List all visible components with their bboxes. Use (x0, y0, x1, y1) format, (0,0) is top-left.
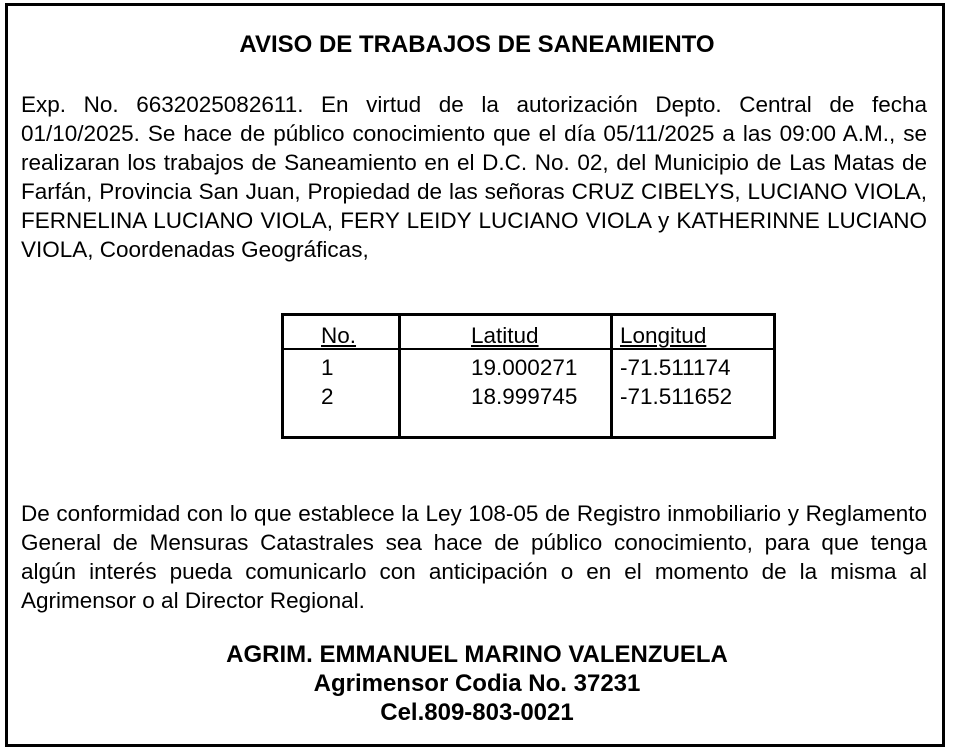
table-cell-no: 1 (321, 355, 334, 380)
coordinates-table (281, 313, 776, 439)
table-cell-longitude: -71.511174 (620, 355, 731, 380)
notice-paragraph-legal: De conformidad con lo que establece la Ley 108-05 de Registro inmobiliario y Reglamento General de Mensuras Catastrales sea hace de público conocimiento, para que tenga algún interés pueda comunicarlo con anticipación o en el momento de la misma al Agrimensor o al Director Regional. (21, 501, 927, 613)
table-divider (610, 316, 613, 436)
table-cell-no: 2 (321, 384, 334, 409)
table-divider (398, 316, 401, 436)
signature-name: AGRIM. EMMANUEL MARINO VALENZUELA (226, 641, 728, 668)
column-header-no: No. (321, 323, 357, 348)
signature-role: Agrimensor Codia No. 37231 (313, 670, 641, 697)
signature-phone: Cel.809-803-0021 (380, 699, 574, 726)
table-cell-longitude: -71.511652 (620, 384, 733, 409)
column-header-latitude: Latitud (471, 323, 539, 348)
table-cell-latitude: 19.000271 (471, 355, 578, 380)
table-cell-latitude: 18.999745 (471, 384, 578, 409)
column-header-longitude: Longitud (620, 323, 707, 348)
notice-title: AVISO DE TRABAJOS DE SANEAMIENTO (239, 31, 715, 58)
notice-paragraph-intro: Exp. No. 6632025082611. En virtud de la autorización Depto. Central de fecha 01/10/2025. Se hace de público conocimiento que el día 05/11/2025 a las 09:00 A.M., se realizaran los trabajos de Saneamiento en el D.C. No. 02, del Municipio de Las Matas de Farfán, Provincia San Juan, Propiedad de las señoras CRUZ CIBELYS, LUCIANO VIOLA, FERNELINA LUCIANO VIOLA, FERY LEIDY LUCIANO VIOLA y KATHERINNE LUCIANO VIOLA, Coordenadas Geográficas, (21, 92, 927, 262)
table-header-divider (284, 348, 773, 350)
